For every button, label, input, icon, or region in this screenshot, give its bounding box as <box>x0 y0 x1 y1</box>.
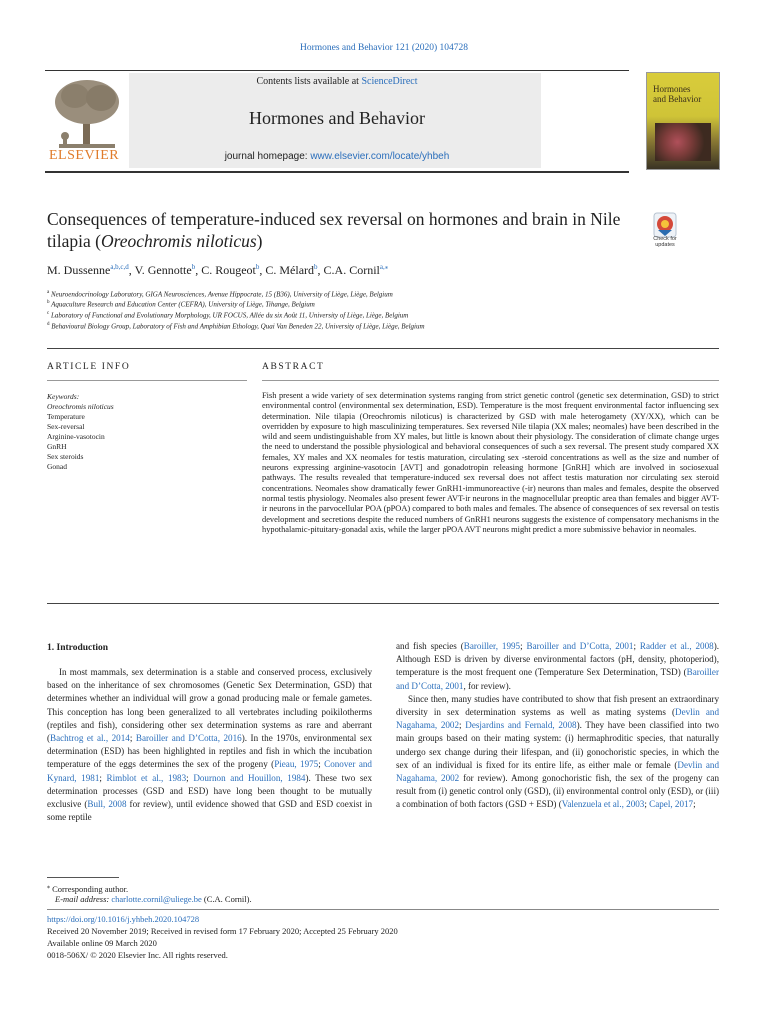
article-info-heading: ARTICLE INFO <box>47 362 131 372</box>
paragraph-text: ; <box>520 641 527 651</box>
paragraph-text: In most mammals, sex determination is a stable and conserved process, exclusively based on the inheritance of sex chromosomes (Genetic Sex Determination, GSD) that determines whether an individual will grow a gonad producing male or female gametes. This conception has long been generalized to all vertebrates including poikilotherms (reptiles and fish), considering other sex determination systems as rare and aberrant ( <box>47 667 372 744</box>
corresponding-note <box>47 882 128 895</box>
citation-link[interactable]: Bachtrog et al., 2014 <box>50 733 130 744</box>
citation-link[interactable]: Desjardins and Fernald, 2008 <box>465 720 577 731</box>
author-name: C. Mélard <box>265 263 315 277</box>
elsevier-logo-text: ELSEVIER <box>49 148 120 163</box>
citation-link[interactable]: Devlin and Nagahama, 2002 <box>396 759 719 784</box>
separator-rule <box>47 603 719 604</box>
affiliation <box>47 320 647 331</box>
online-date: Available online 09 March 2020 <box>47 938 157 948</box>
citation-link[interactable]: Baroiller and D’Cotta, 2001 <box>526 641 634 651</box>
received-dates: Received 20 November 2019; Received in revised form 17 February 2020; Accepted 25 February 2020 <box>47 926 398 936</box>
contents-line <box>45 76 629 87</box>
email-note <box>47 894 252 905</box>
paragraph-text: ; <box>644 799 650 810</box>
affiliation-text: Behavioural Biology Group, Laboratory of Fish and Amphibian Ethology, Quai Van Beneden 22, University of Liège, Liège, Belgium <box>51 322 425 331</box>
paragraph-text: ; <box>99 772 107 783</box>
check-for-updates-badge[interactable] <box>646 212 684 250</box>
keyword: Oreochromis niloticus <box>47 402 114 411</box>
cover-title-line-2: and Behavior <box>653 94 702 104</box>
citation-link[interactable]: Conover and Kynard, 1981 <box>47 759 372 783</box>
cover-image <box>655 123 711 161</box>
author-affil-sup[interactable]: a,⁎ <box>379 263 389 271</box>
paragraph-text: for review). Among gonochoristic fish, the sex of the progeny can result from (i) genetic control only (GSD), (ii) environmental control only (ESD), or (iii) a combination of both factors (GSD + ESD) ( <box>396 773 720 810</box>
paragraph-text: ; <box>459 720 466 731</box>
copyright: 0018-506X/ © 2020 Elsevier Inc. All rights reserved. <box>47 950 228 960</box>
footer-rule <box>47 909 719 910</box>
author-name: C. Rougeot <box>201 263 256 277</box>
journal-header <box>45 70 629 172</box>
homepage-line <box>45 151 629 162</box>
affiliation-mark: c <box>47 311 50 316</box>
paragraph-text: ; <box>318 759 325 770</box>
paragraph-text: ). Although ESD is driven by diverse environmental factors (pH, density, photoperiod), temperature is the most frequent one (Temperature Sex Determination, TSD) ( <box>396 641 719 678</box>
keyword: Temperature <box>47 412 85 421</box>
paragraph <box>396 640 719 693</box>
body-column-right <box>396 640 719 812</box>
header-bottom-rule <box>45 171 629 173</box>
paragraph-text: ; <box>186 772 194 783</box>
citation-link[interactable]: Baroiller and D’Cotta, 2016 <box>135 733 242 744</box>
paragraph-text: ). These two sex determination processes (GSD and ESD) have long been thought to be mutually exclusive ( <box>47 772 373 810</box>
paragraph-text: and fish species ( <box>396 641 464 651</box>
citation-link[interactable]: Baroiller, 1995 <box>463 641 521 651</box>
check-updates-line-2: updates <box>655 242 675 248</box>
contents-prefix: Contents lists available at <box>256 76 359 87</box>
email-link[interactable]: charlotte.cornil@uliege.be <box>111 894 202 904</box>
author-list: M. Dussenne$^{a,b,c,d}$, V. Gennotte$^b$, C. Rougeot$^b$, C. Mélard$^b$, C.A. Cornil$^{a,⁎}$ <box>47 263 389 277</box>
title-end: ) <box>256 231 263 251</box>
affiliation <box>47 309 647 320</box>
paragraph-text: Since then, many studies have contributed to show that fish present an extraordinary diversity in sex determination systems as well as mating systems ( <box>396 693 719 718</box>
body-column-left <box>47 666 372 824</box>
paragraph-text: ; <box>693 799 696 810</box>
keywords-block <box>47 392 114 472</box>
citation-link[interactable]: Bull, 2008 <box>87 799 127 810</box>
doi-link[interactable]: https://doi.org/10.1016/j.yhbeh.2020.104728 <box>47 914 200 924</box>
affiliation-text: Neuroendocrinology Laboratory, GIGA Neurosciences, Avenue Hippocrate, 15 (B36), University of Liège, Liège, Belgium <box>50 290 393 299</box>
keyword: GnRH <box>47 442 67 451</box>
author-affil-sup[interactable]: b <box>255 263 260 271</box>
keyword: Sex-reversal <box>47 422 85 431</box>
cover-title <box>653 84 701 104</box>
paragraph-text: ; <box>633 641 640 651</box>
citation-link[interactable]: Devlin and Nagahama, 2002 <box>396 707 719 731</box>
title-main: Consequences of temperature-induced sex reversal on hormones and brain in Nile tilapia ( <box>47 209 621 251</box>
affiliation-mark: b <box>47 300 50 305</box>
paragraph <box>47 666 372 824</box>
asterisk-mark: ⁎ <box>47 884 50 890</box>
author-affil-sup[interactable]: b <box>191 263 196 271</box>
affiliation-mark: a <box>47 290 50 295</box>
keyword: Sex steroids <box>47 452 84 461</box>
journal-citation[interactable]: Hormones and Behavior 121 (2020) 104728 <box>299 43 469 53</box>
email-suffix: (C.A. Cornil). <box>203 894 252 904</box>
keyword: Arginine-vasotocin <box>47 432 105 441</box>
abstract-heading: ABSTRACT <box>262 362 325 372</box>
separator-rule <box>47 348 719 349</box>
citation-link[interactable]: Valenzuela et al., 2003 <box>561 799 645 810</box>
author-name: M. Dussenne <box>47 263 111 277</box>
title-species: Oreochromis niloticus <box>100 231 257 251</box>
author-name: V. Gennotte <box>134 263 192 277</box>
homepage-link[interactable]: www.elsevier.com/locate/yhbeh <box>310 151 450 162</box>
citation-link[interactable]: Dournon and Houillon, 1984 <box>193 772 306 783</box>
affiliation-mark: d <box>47 322 50 327</box>
paragraph-text: ). In the 1970s, environmental sex determination (ESD) has been highlighted in reptiles and fish in which the incubation temperature of the eggs determines the sex of the progeny ( <box>47 733 372 770</box>
paragraph-text: for review), until evidence showed that GSD and ESD coexist in some reptile <box>47 799 372 823</box>
citation-link[interactable]: Radder et al., 2008 <box>639 641 714 651</box>
check-updates-line-1: Check for <box>653 236 677 242</box>
journal-cover-thumbnail[interactable] <box>646 72 720 170</box>
affiliation-text: Laboratory of Functional and Evolutionary Morphology, UR FOCUS, Allée du six Août 11, University of Liège, Liège, Belgium <box>50 311 409 320</box>
paragraph-text: ; <box>129 733 136 744</box>
homepage-label: journal homepage: <box>224 151 308 162</box>
paragraph <box>396 693 719 812</box>
citation-link[interactable]: Baroiller and D’Cotta, 2001 <box>396 667 719 691</box>
email-label: E-mail address: <box>55 894 110 904</box>
author-name: C.A. Cornil <box>323 263 380 277</box>
footnote-rule <box>47 877 119 878</box>
paragraph-text: , for review). <box>463 680 511 691</box>
section-heading-introduction: 1. Introduction <box>47 643 109 653</box>
author-affil-sup[interactable]: b <box>314 263 318 271</box>
check-updates-label <box>646 236 684 248</box>
author-affil-sup[interactable]: a,b,c,d <box>110 263 129 271</box>
affiliation-text: Aquaculture Research and Education Center (CEFRA), University of Liège, Tihange, Belgium <box>51 300 315 309</box>
header-top-rule <box>45 70 629 71</box>
check-updates-icon <box>646 212 684 238</box>
abstract-rule <box>262 380 719 381</box>
article-info-rule <box>47 380 247 381</box>
journal-title: Hormones and Behavior <box>249 108 425 128</box>
sciencedirect-link[interactable]: ScienceDirect <box>361 76 418 87</box>
keyword: Gonad <box>47 462 67 471</box>
keywords-label: Keywords: <box>47 392 80 401</box>
abstract-text: Fish present a wide variety of sex determination systems ranging from strict genetic control (genetic sex determination, GSD) to strict environmental control (environmental sex determination, ESD). Temperature is the most frequent environmental factor influencing sex determination. Nile tilapia (Oreochromis niloticus) is characterized by GSD with male heterogamety (XY/XX), which can be overridden by exposure to high masculinizing temperatures. Sex reversed Nile tilapia (XX males; neomales) have been described in the wild and seem undistinguishable from XY males, but little is known about their physiology. The consideration of climate change urges the need to understand the possible physiological and behavioral consequences of such a sex reversal. The present study compared XX females, XY males and XX neomales for testis maturation, circulating sex -steroid concentrations as well as the size and number of neurons expressing arginine-vasotocin [AVT] and gonadotropin releasing hormone [GnRH] which are involved in sociosexual pathways. The results revealed that temperature-induced sex reversal does not affect testis maturation nor circulating sex steroid concentrations. Neomales show dramatically fewer GnRH1-immunoreactive (-ir) neurons than males and females, despite the observed normal testis physiology. Neomales also present fewer AVT-ir neurons in the magnocellular preoptic area than females and bigger AVT-ir neurons in the parvocellular POA (pPOA) compared to both males and females. The absence of consequences of sex reversal on testis development and secretions despite the reduced numbers of GnRH1 neurons suggests the existence of compensatory mechanisms in the hypothalamic-pituitary-gonadal axis, while the larger pPOA AVT neurons might predict a more submissive behavior in neomales. <box>262 391 719 534</box>
citation-link[interactable]: Pieau, 1975 <box>274 759 319 770</box>
article-title <box>47 208 627 252</box>
affiliation <box>47 298 647 309</box>
cover-title-line-1: Hormones <box>653 84 691 94</box>
paragraph-text: ). They have been classified into two main groups based on their mating system: (i) hermaphroditic species, that naturally undergo sex change during their lifespan, and (ii) gonochoristic species, in which the sex of an individual is fixed for its entire life, as either male or female ( <box>396 720 719 770</box>
citation-link[interactable]: Rimblot et al., 1983 <box>106 772 187 783</box>
corresponding-label: Corresponding author. <box>52 883 129 894</box>
citation-link[interactable]: Capel, 2017 <box>649 799 694 810</box>
